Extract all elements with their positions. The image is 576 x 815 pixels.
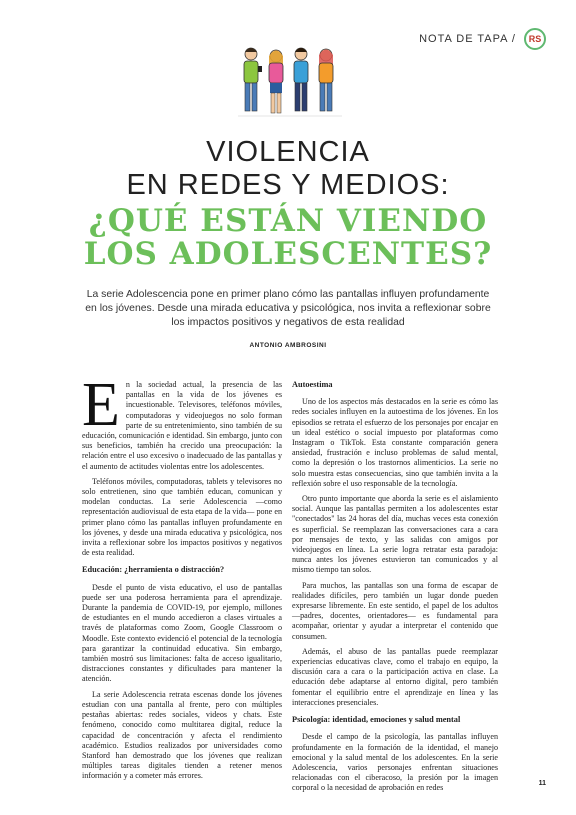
- paragraph: Otro punto importante que aborda la serie es el aislamiento social. Aunque las pantallas permiten a los adolescentes estar "conectados" las 24 horas del día, muchas veces esta conexión es superficial. Se reemplazan las conversaciones cara a cara por mensajes de texto, y las salidas con amigos por videojuegos en línea. La serie logra retratar esta paradoja: nunca antes los jóvenes estuvieron tan comunicados y al mismo tiempo tan solos.: [292, 494, 498, 575]
- section-heading: Psicología: identidad, emociones y salud mental: [292, 715, 461, 725]
- section-label: NOTA DE TAPA /: [419, 33, 516, 45]
- paragraph: Desde el campo de la psicología, las pantallas influyen profundamente en la formación de la identidad, el manejo emocional y la salud mental de los adolescentes. En la serie Adolescencia, varios personajes enfrentan situaciones relacionadas con el ciberacoso, la presión por la imagen corporal o la necesidad de aprobación en redes: [292, 732, 498, 793]
- magazine-logo: RS: [524, 28, 546, 50]
- lead-paragraph: La serie Adolescencia pone en primer plano cómo las pantallas influyen profundamente en los jóvenes. Desde una mirada educativa y psicológica, nos invita a reflexionar sobre los impactos positivos y negativos de esta realidad: [85, 289, 491, 328]
- column-left: [82, 371, 282, 787]
- teens-with-phones-illustration: [238, 44, 342, 127]
- column-right: [292, 380, 498, 799]
- paragraph: La serie Adolescencia retrata escenas donde los jóvenes estudian con una pantalla al frente, pero con múltiples pestañas abiertas: redes sociales, videos y chats. Este fenómeno, conocido como multitarea digital, reduce la capacidad de concentración y afecta el rendimiento académico. Estudios realizados por universidades como Stanford han demostrado que los jóvenes que realizan múltiples tareas digitales tienden a retener menos información y a cometer más errores.: [82, 689, 282, 781]
- paragraph: n la sociedad actual, la presencia de las pantallas en la vida de los jóvenes es incuestionable. Televisores, teléfonos móviles, computadoras y videojuegos no solo forman parte de su entretenimiento, sino también de su educación, comunicación e identidad. Sin embargo, junto con sus beneficios, también ha crecido una preocupación: la relación entre el uso excesivo o inadecuado de las pantallas y el aumento de actitudes violentas entre los adolescentes.: [82, 380, 282, 471]
- title-line-4: LOS ADOLESCENTES?: [83, 236, 493, 272]
- paragraph: Teléfonos móviles, computadoras, tablets y televisores no solo entretienen, sino que también educan, comunican y modelan conductas. La serie Adolescencia —como representación audiovisual de esta etapa de la vida— pone en primer plano cómo las pantallas influyen profundamente en los jóvenes, y desde una mirada educativa y psicológica, nos invita a reflexionar sobre los impactos positivos y negativos de esta realidad.: [82, 476, 282, 558]
- title-line-2: EN REDES Y MEDIOS:: [126, 169, 450, 201]
- title-line-1: VIOLENCIA: [206, 136, 370, 168]
- drop-cap: E: [82, 371, 120, 439]
- section-heading: Educación: ¿herramienta o distracción?: [82, 565, 225, 575]
- paragraph: Desde el punto de vista educativo, el uso de pantallas puede ser una poderosa herramienta para el aprendizaje. Durante la pandemia de COVID-19, por ejemplo, millones de estudiantes en el mundo accedieron a clases virtuales a través de plataformas como Zoom, Google Classroom o Moodle. Este contexto evidenció el potencial de la tecnología para garantizar la continuidad educativa. Sin embargo, también mostró sus limitaciones: falta de acceso igualitario, distracciones constantes y dificultades para mantener la atención.: [82, 582, 282, 684]
- paragraph: Para muchos, las pantallas son una forma de escapar de realidades difíciles, pero también un lugar donde pueden expresarse libremente. En este sentido, el papel de los adultos —padres, docentes, orientadores— es fundamental para acompañar, orientar y ayudar a interpretar el contenido que consumen.: [292, 580, 498, 641]
- article-title: [0, 138, 576, 270]
- header: [419, 28, 546, 50]
- paragraph: Uno de los aspectos más destacados en la serie es cómo las redes sociales influyen en la autoestima de los jóvenes. En los episodios se retrata el esfuerzo de los personajes por encajar en un ideal estético o social impuesto por plataformas como Instagram o TikTok. Esta constante comparación genera ansiedad, frustración e incluso problemas de salud mental, como la depresión o los trastornos alimenticios. La serie no solo muestra estas consecuencias, sino que también invita a la reflexión sobre el uso responsable de la tecnología.: [292, 397, 498, 488]
- section-heading: Autoestima: [292, 380, 333, 389]
- title-line-3: ¿QUÉ ESTÁN VIENDO: [88, 203, 488, 239]
- author-byline: ANTONIO AMBROSINI: [249, 342, 327, 349]
- page-number: 11: [538, 780, 546, 787]
- teens-with-phones-icon: [238, 44, 342, 122]
- paragraph: Además, el abuso de las pantallas puede reemplazar experiencias educativas clave, como el trabajo en equipo, la discusión cara a cara o la participación activa en clase. La educación debe adaptarse al entorno digital, pero también fomentar el equilibrio entre el aprendizaje en línea y las interacciones presenciales.: [292, 646, 498, 707]
